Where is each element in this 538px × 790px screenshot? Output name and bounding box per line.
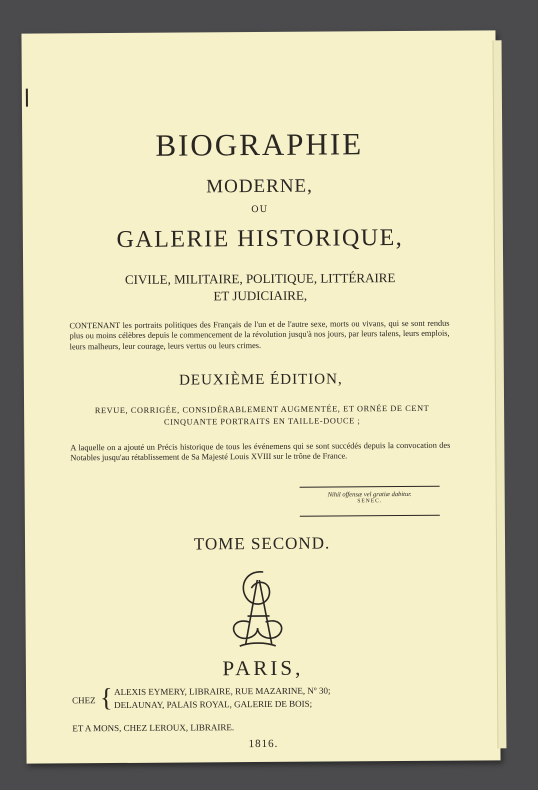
- edition-note: REVUE, CORRIGÉE, CONSIDÉRABLEMENT AUGMENTÉE, ET ORNÉE DE CENT CINQUANTE PORTRAITS EN TAILLE-DOUCE ;: [94, 403, 430, 427]
- volume-label: TOME SECOND.: [193, 533, 331, 554]
- brace-glyph: {: [99, 683, 113, 713]
- contents-description: CONTENANT les portraits politiques des Français de l'un et de l'autre sexe, morts ou vivans, qui se sont rendus plus ou moins célèbres depuis le commencement de la révolution jusqu'à nos jours, par leurs talens, leurs emplois, leurs malheurs, leur courage, leurs vertus ou leurs crimes.: [69, 318, 450, 351]
- book-title: BIOGRAPHIE: [155, 126, 364, 163]
- book-cover: [21, 30, 500, 763]
- city-name: PARIS,: [222, 655, 304, 681]
- qualifier-line-1: CIVILE, MILITAIRE, POLITIQUE, LITTÉRAIRE: [124, 270, 396, 287]
- title-page: [21, 30, 500, 763]
- book-subtitle: MODERNE,: [206, 175, 313, 198]
- addition-description: A laquelle on a ajouté un Précis historique de tous les événemens qui se sont succédés depuis la convocation des Notables jusqu'au rétablissement de Sa Majesté Louis XVIII sur le trône de France.: [70, 440, 451, 463]
- publisher-line-2: DELAUNAY, PALAIS ROYAL, GALERIE DE BOIS;: [114, 698, 313, 711]
- publisher-line-1: ALEXIS EYMERY, LIBRAIRE, RUE MAZARINE, Nº 30;: [114, 685, 331, 698]
- chez-label: CHEZ: [72, 695, 96, 706]
- motto-text: Nihil offensæ vel gratiæ dabitur.: [327, 490, 412, 499]
- publisher-line-3: ET A MONS, CHEZ LEROUX, LIBRAIRE.: [72, 722, 235, 734]
- monogram-emblem: [217, 566, 298, 651]
- motto-rule-top: [300, 486, 440, 488]
- motto-rule-bottom: [300, 515, 440, 517]
- ink-mark: [26, 89, 28, 107]
- motto-block: [300, 491, 440, 505]
- publication-year: 1816.: [248, 737, 279, 751]
- motto-author: SENEC.: [357, 498, 383, 505]
- publisher-block: [72, 683, 462, 734]
- conjunction: OU: [251, 204, 269, 216]
- qualifier-line-2: ET JUDICIAIRE,: [213, 287, 308, 304]
- edition-label: DEUXIÈME ÉDITION,: [178, 371, 343, 389]
- book-heading: GALERIE HISTORIQUE,: [116, 225, 404, 254]
